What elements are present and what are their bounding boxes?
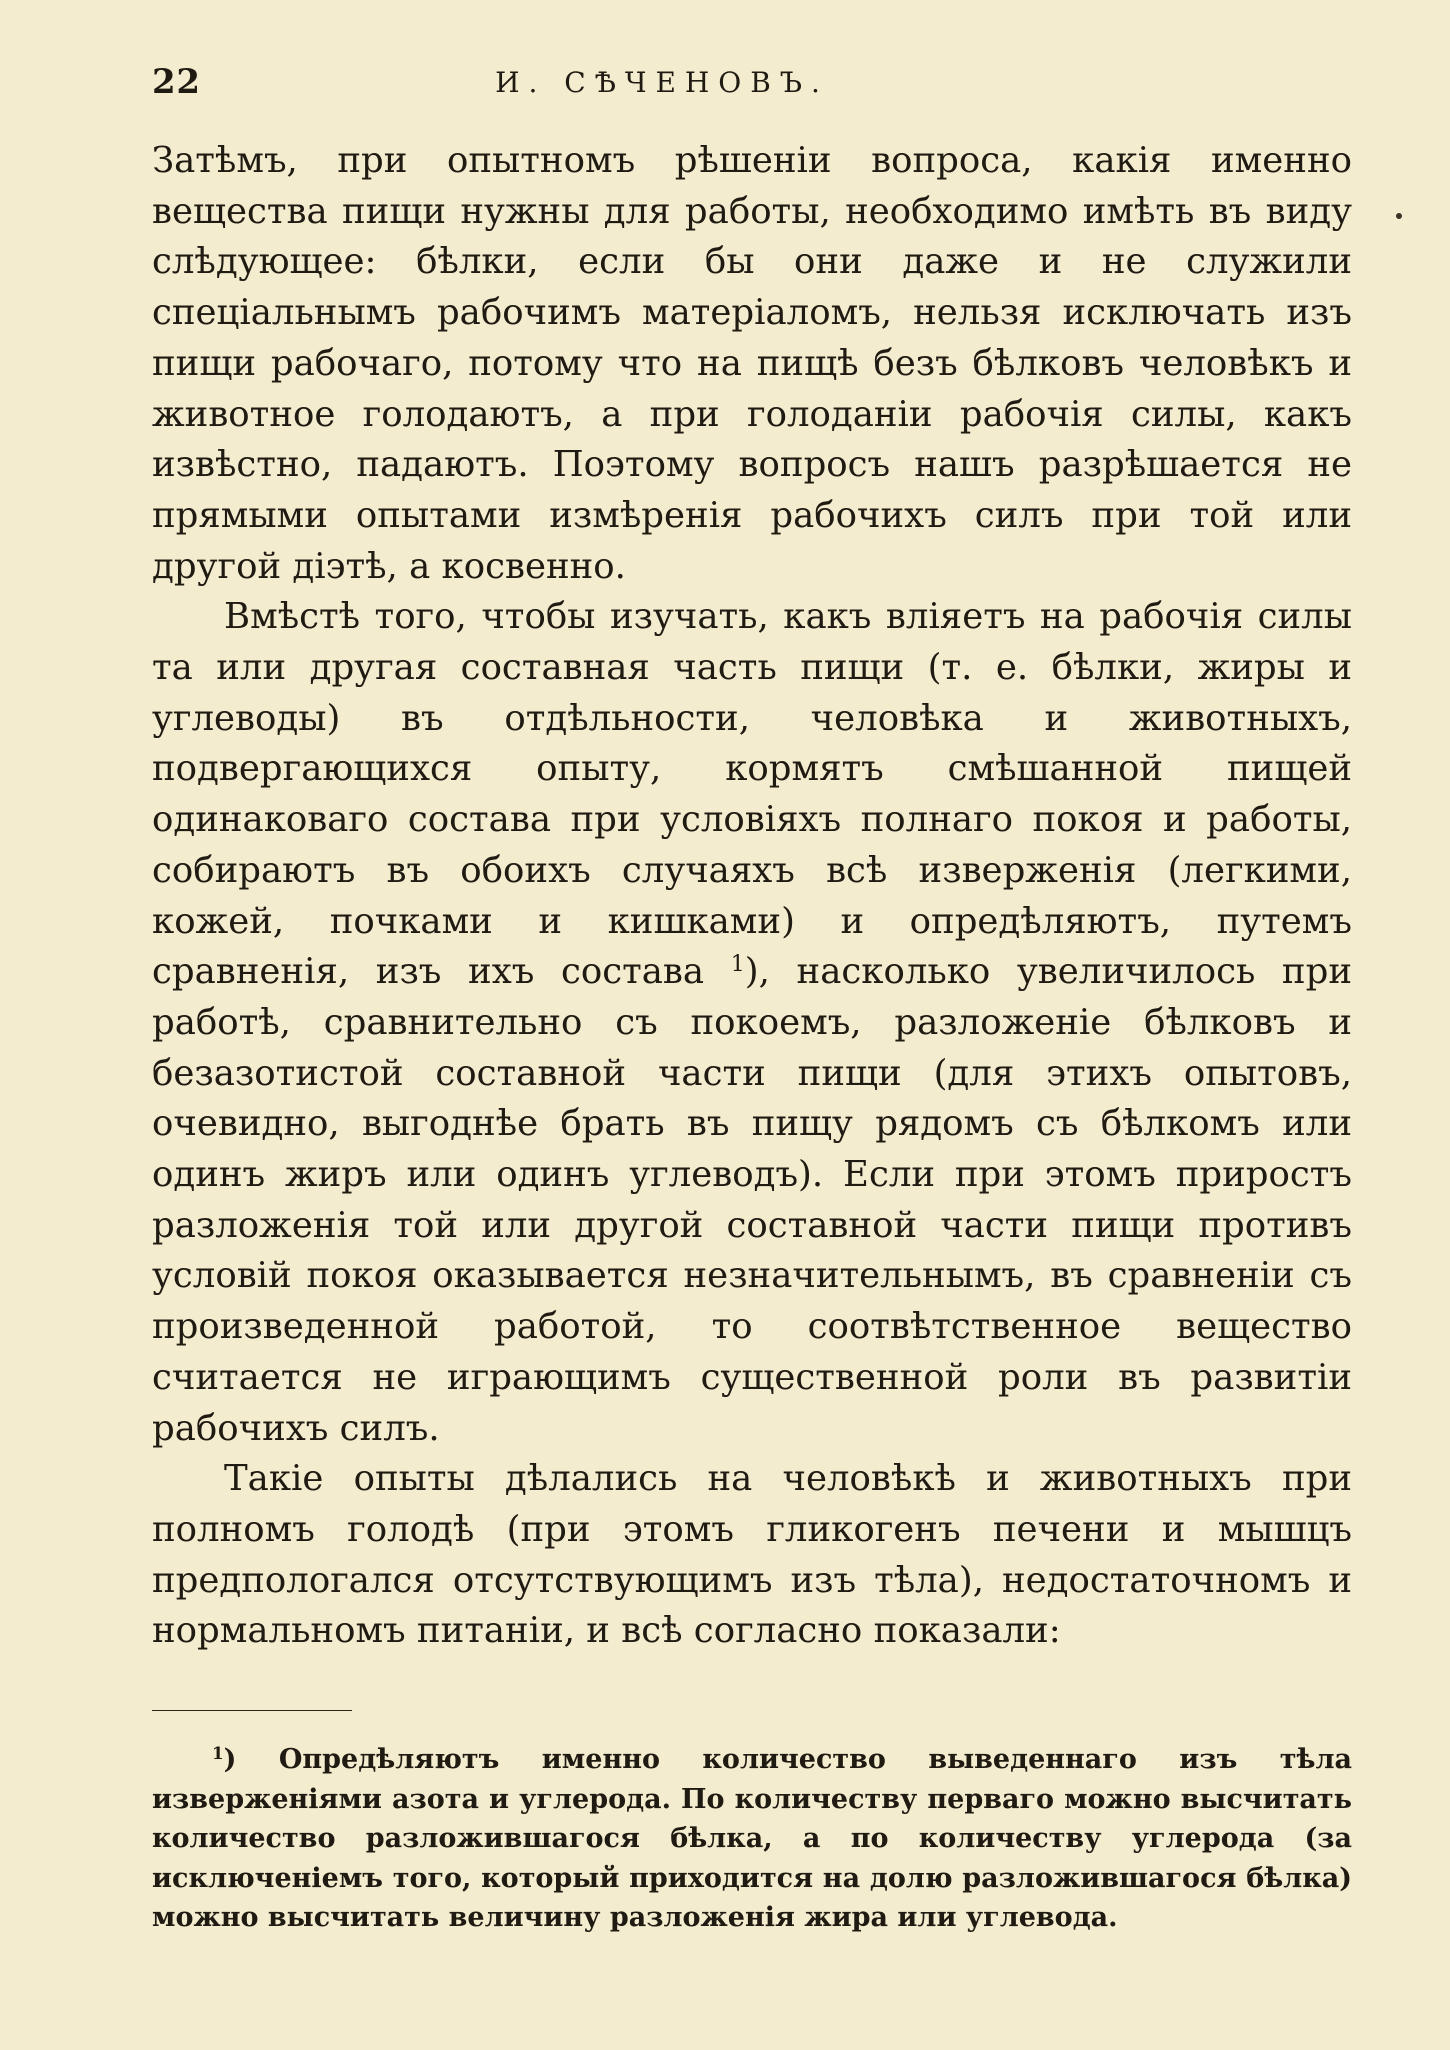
page-header — [152, 62, 1352, 112]
footnote-text: ) Опредѣляютъ именно количество выведеннаго изъ тѣла изверженiями азота и углерода. По количеству перваго можно высчитать количество разложившагося бѣлка, а по количеству углерода (за исключенiемъ того, который приходится на долю разложившагося бѣлка) можно высчитать величину разложенiя жира или углевода. — [152, 1744, 1352, 1933]
paragraph-2 — [152, 592, 1352, 1454]
running-head: И. СѢЧЕНОВЪ. — [495, 66, 829, 99]
main-text — [152, 136, 1352, 1657]
page-number: 22 — [152, 62, 201, 102]
print-speck — [1396, 213, 1402, 219]
paragraph-3: Такiе опыты дѣлались на человѣкѣ и животныхъ при полномъ голодѣ (при этомъ гликогенъ печени и мышцъ предпологался отсутствующимъ изъ тѣла), недостаточномъ и нормальномъ питанiи, и всѣ согласно показали: — [152, 1458, 1352, 1652]
footnote-divider — [152, 1710, 352, 1711]
footnote-reference: 1 — [730, 952, 745, 978]
paragraph-2-text-a: Вмѣстѣ того, чтобы изучать, какъ влiяетъ на рабочiя силы та или другая составная часть пищи (т. е. бѣлки, жиры и углеводы) въ отдѣльности, человѣка и животныхъ, подвергающихся опыту, кормятъ смѣшанной пищей одинаковаго состава при условiяхъ полнаго покоя и работы, собираютъ въ обоихъ случаяхъ всѣ изверженiя (легкими, кожей, почками и кишками) и опредѣляютъ, путемъ сравненiя, изъ ихъ состава — [152, 596, 1352, 993]
footnote-mark: 1 — [212, 1742, 224, 1763]
footnote-paragraph — [152, 1740, 1352, 1938]
footnote — [152, 1740, 1352, 1938]
paragraph-1: Затѣмъ, при опытномъ рѣшенiи вопроса, какiя именно вещества пищи нужны для работы, необходимо имѣть въ виду слѣдующее: бѣлки, если бы они даже и не служили спецiальнымъ рабочимъ матерiаломъ, нельзя исключать изъ пищи рабочаго, потому что на пищѣ безъ бѣлковъ человѣкъ и животное голодаютъ, а при голоданiи рабочiя силы, какъ извѣстно, падаютъ. Поэтому вопросъ нашъ разрѣшается не прямыми опытами измѣренiя рабочихъ силъ при той или другой дiэтѣ, а косвенно. — [152, 140, 1352, 587]
paragraph-2-text-b: ), насколько увеличилось при работѣ, сравнительно съ покоемъ, разложенiе бѣлковъ и безазотистой составной части пищи (для этихъ опытовъ, очевидно, выгоднѣе брать въ пищу рядомъ съ бѣлкомъ или одинъ жиръ или одинъ углеводъ). Если при этомъ приростъ разложенiя той или другой составной части пищи противъ условiй покоя оказывается незначительнымъ, въ сравненiи съ произведенной работой, то соотвѣтственное вещество считается не играющимъ существенной роли въ развитiи рабочихъ силъ. — [152, 951, 1352, 1449]
